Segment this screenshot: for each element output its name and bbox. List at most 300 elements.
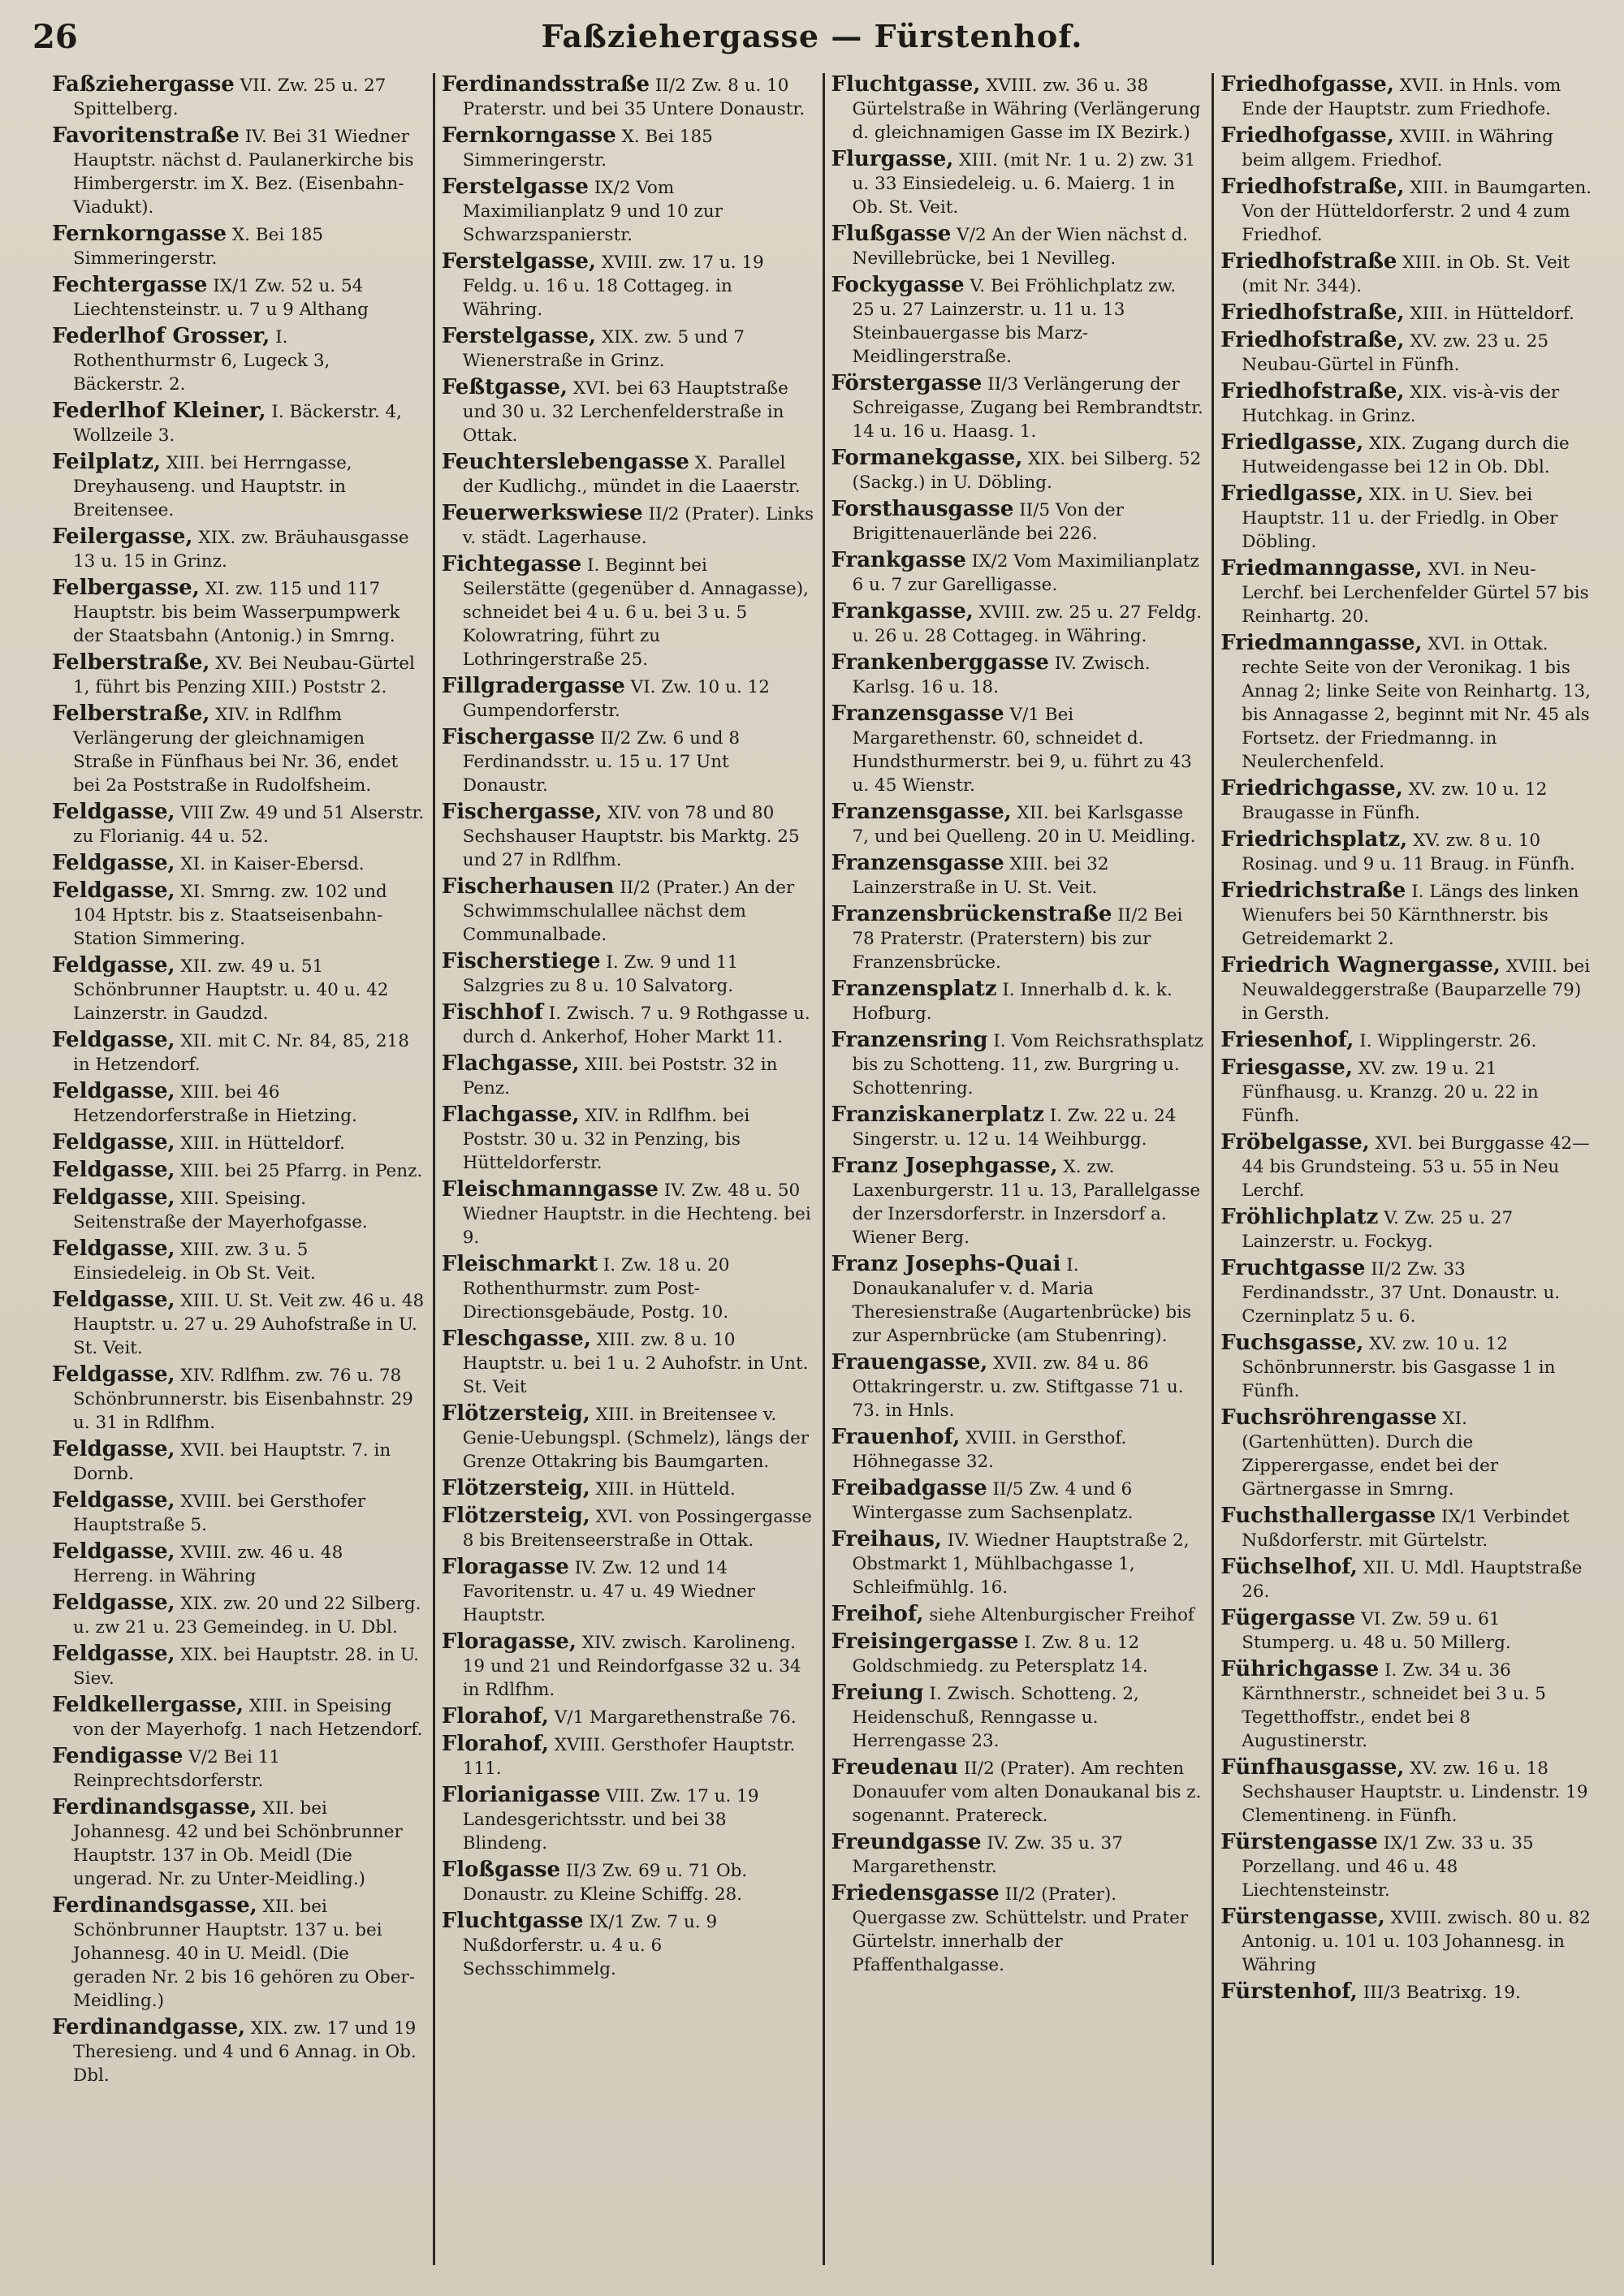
street-entry [52,1159,425,1183]
street-description: XVII. zw. 84 u. 86 Ottakringerstr. u. zw. Stiftgasse 71 u. 73. in Hnls. [852,1353,1184,1421]
street-name: Ferdinandsgasse, [52,1893,257,1918]
street-entry [831,498,1204,546]
street-name: Friedrichstraße [1220,878,1406,903]
street-description: I. Zw. 8 u. 12 Goldschmiedg. zu Petersplatz 14. [852,1633,1148,1677]
street-description: VII. Zw. 25 u. 27 Spittelberg. [73,76,387,119]
street-description: IV. Wiedner Hauptstraße 2, Obstmarkt 1, Mühlbachgasse 1, Schleifmühlg. 16. [852,1530,1190,1598]
street-entry [442,1630,814,1702]
street-entry [1220,1406,1593,1501]
street-name: Feldgasse, [52,800,175,824]
street-name: Fürstengasse, [1220,1905,1385,1929]
street-entry [442,1103,814,1175]
street-entry [442,376,814,447]
street-entry [52,1080,425,1128]
street-entry [442,1253,814,1324]
street-name: Feuchterslebengasse [441,450,689,474]
street-entry [52,222,425,270]
street-name: Favoritenstraße [52,123,240,148]
street-name: Freihaus, [831,1527,942,1552]
street-name: Ferstelgasse, [441,249,596,274]
street-entry [831,702,1204,797]
street-description: XIX. zw. 17 und 19 Theresieng. und 4 und 6 Annag. in Ob. Dbl. [73,2018,417,2086]
street-name: Ferstelgasse [441,175,589,199]
street-name: Franzensplatz [831,977,997,1001]
street-description: I. Zw. 9 und 11 Salzgries zu 8 u. 10 Salvatorg. [462,952,739,996]
street-entry [52,1237,425,1285]
street-description: XVIII. zwisch. 80 u. 82 Antonig. u. 101 u. 103 Johannesg. in Währing [1242,1908,1591,1975]
street-name: Ferdinandsstraße [441,73,650,97]
street-description: II/2 Zw. 8 u. 10 Praterstr. und bei 35 Untere Donaustr. [462,76,806,119]
street-name: Feldgasse, [52,953,175,978]
street-entry [52,954,425,1025]
street-description: I. Zw. 34 u. 36 Kärnthnerstr., schneidet bei 3 u. 5 Tegetthoffstr., endet bei 8 Augustinerstr. [1242,1660,1546,1751]
street-description: XIX. zw. 20 und 22 Silberg. u. zw 21 u. 23 Gemeindeg. in U. Dbl. [73,1594,421,1638]
street-name: Floragasse, [441,1629,577,1654]
street-entry [52,1642,425,1690]
street-name: Füchselhof, [1220,1555,1358,1579]
street-description: IV. Zw. 12 und 14 Favoritenstr. u. 47 u. 49 Wiedner Hauptstr. [462,1558,756,1625]
street-name: Fleischmanngasse [441,1177,659,1202]
street-name: Floßgasse [441,1858,561,1882]
street-description: XIX. zw. 5 und 7 Wienerstraße in Grinz. [462,327,745,371]
street-entry [442,1327,814,1399]
street-description: I. Innerhalb d. k. k. Hofburg. [852,980,1173,1024]
street-name: Fleschgasse, [441,1327,591,1351]
street-description: XI. (Gartenhütten). Durch die Zipperergasse, endet bei der Gärtnergasse in Smrng. [1242,1409,1499,1500]
street-name: Flurgasse, [831,147,954,171]
street-name: Friedrich Wagnergasse, [1220,953,1501,978]
street-entry [442,1052,814,1100]
street-entry [52,274,425,322]
street-name: Feldgasse, [52,1488,175,1513]
street-name: Fischhof [441,1000,543,1025]
street-name: Franzensbrückenstraße [831,902,1112,926]
street-description: X. zw. Laxenburgerstr. 11 u. 13, Parallelgasse der Inzersdorferstr. in Inzersdorf a. Wiener Berg. [852,1157,1201,1248]
street-name: Feldgasse, [52,1130,175,1154]
street-description: XIX. vis-à-vis der Hutchkag. in Grinz. [1242,382,1560,426]
street-description: I. Rothenthurmstr 6, Lugeck 3, Bäckerstr. 2. [73,327,330,395]
street-name: Fügergasse [1220,1606,1356,1630]
street-description: XII. bei Karlsgasse 7, und bei Quelleng. 20 in U. Meidling. [852,803,1196,847]
street-description: VI. Zw. 59 u. 61 Stumperg. u. 48 u. 50 Millerg. [1242,1609,1511,1653]
street-entry [831,801,1204,848]
street-name: Feldgasse, [52,1362,175,1387]
running-title: Faßziehergasse — Fürstenhof. [541,18,1083,54]
street-description: XIV. Rdlfhm. zw. 76 u. 78 Schönbrunnerstr. bis Eisenbahnstr. 29 u. 31 in Rdlfhm. [73,1366,413,1433]
street-entry [52,1694,425,1741]
street-description: XVIII. in Gersthof. Höhnegasse 32. [852,1428,1127,1472]
street-name: Frankenberggasse [831,650,1049,675]
street-name: Fischerhausen [441,874,615,899]
street-name: Friedhofstraße [1220,249,1397,274]
street-name: Ferdinandsgasse, [52,1795,257,1819]
street-name: Friedlgasse, [1220,430,1364,455]
column-2 [435,73,825,2265]
street-name: Feldgasse, [52,1079,175,1103]
street-description: II/3 Verlängerung der Schreigasse, Zugang bei Rembrandtstr. 14 u. 16 u. Haasg. 1. [852,374,1203,442]
street-entry [831,852,1204,900]
street-description: XIII. U. St. Veit zw. 46 u. 48 Hauptstr. u. 27 u. 29 Auhofstraße in U. St. Veit. [73,1291,425,1358]
street-name: Friedlgasse, [1220,481,1364,506]
street-entry [442,950,814,998]
street-name: Fernkorngasse [52,222,227,246]
street-entry [1220,1905,1593,1977]
street-name: Fichtegasse [441,552,582,576]
street-description: II/2 (Prater). Quergasse zw. Schüttelstr. und Prater Gürtelstr. innerhalb der Pfaffenthalgasse. [852,1884,1189,1975]
street-name: Fluchtgasse [441,1909,584,1933]
street-description: XIX. in U. Siev. bei Hauptstr. 11 u. der Friedlg. in Ober Döbling. [1242,485,1558,552]
street-entry [52,702,425,797]
street-name: Fillgradergasse [441,674,625,698]
street-description: XVI. bei 63 Hauptstraße und 30 u. 32 Lerchenfelderstraße in Ottak. [462,378,788,446]
street-name: Feldgasse, [52,1642,175,1666]
street-entry [442,1910,814,1981]
street-name: Friedrichsplatz, [1220,827,1408,852]
street-name: Florahof, [441,1732,549,1756]
street-description: I. Bäckerstr. 4, Wollzeile 3. [73,402,403,446]
street-name: Fleischmarkt [441,1252,598,1276]
street-name: Fuchsröhrengasse [1220,1405,1437,1430]
street-entry [1220,1607,1593,1655]
street-description: XIV. von 78 und 80 Sechshauser Hauptstr. bis Marktg. 25 und 27 in Rdlfhm. [462,803,800,870]
street-description: XIII. in Ob. St. Veit (mit Nr. 344). [1242,252,1570,296]
street-entry [442,1001,814,1049]
street-name: Fröbelgasse, [1220,1130,1370,1154]
street-name: Forsthausgasse [831,497,1014,521]
street-name: Ferdinandgasse, [52,2015,246,2039]
street-description: XIII. in Baumgarten. Von der Hütteldorferstr. 2 und 4 zum Friedhof. [1242,178,1592,245]
street-description: II/3 Zw. 69 u. 71 Ob. Donaustr. zu Kleine Schiffg. 28. [462,1861,748,1905]
street-entry [1220,557,1593,628]
street-name: Frankgasse, [831,599,974,624]
street-description: XIX. Zugang durch die Hutweidengasse bei 12 in Ob. Dbl. [1242,434,1570,477]
street-description: II/2 (Prater.) An der Schwimmschulallee nächst dem Communalbade. [462,878,795,945]
street-name: Fuchsthallergasse [1220,1504,1436,1528]
street-entry [52,1186,425,1234]
street-name: Flachgasse, [441,1051,580,1076]
street-entry [442,451,814,498]
street-name: Franz Josephs-Quai [831,1252,1061,1276]
street-description: II/5 Von der Brigittenauerlände bei 226. [852,500,1124,544]
street-description: X. Parallel der Kudlichg., mündet in die Laaerstr. [462,453,801,497]
street-name: Fendigasse [52,1744,184,1768]
street-name: Förstergasse [831,371,983,395]
street-name: Ferstelgasse, [441,324,596,348]
street-entry [831,1681,1204,1753]
street-description: XVII. in Hnls. vom Ende der Hauptstr. zum Friedhofe. [1242,76,1561,119]
street-entry [1220,632,1593,774]
street-entry [1220,1756,1593,1828]
street-description: XVII. bei Hauptstr. 7. in Dornb. [73,1440,391,1484]
street-name: Friesgasse, [1220,1055,1353,1080]
street-description: XVIII. zw. 17 u. 19 Feldg. u. 16 u. 18 Cottageg. in Währing. [462,252,764,320]
street-name: Floragasse [441,1555,569,1579]
street-entry [52,73,425,121]
street-description: I. Zw. 22 u. 24 Singerstr. u. 12 u. 14 Weihburgg. [852,1106,1177,1150]
street-entry [1220,1257,1593,1328]
street-description: V/1 Margarethenstraße 76. [548,1707,797,1728]
street-name: Franzensgasse, [831,800,1012,824]
street-description: XVI. in Neu-Lerchf. bei Lerchenfelder Gürtel 57 bis Reinhartg. 20. [1242,559,1589,627]
street-entry [831,903,1204,974]
street-name: Feuerwerkswiese [441,501,643,525]
street-description: XIII. (mit Nr. 1 u. 2) zw. 31 u. 33 Einsiedeleig. u. 6. Maierg. 1 in Ob. St. Veit. [852,150,1196,218]
street-description: IX/2 Vom Maximilianplatz 6 u. 7 zur Garelligasse. [852,551,1199,595]
street-description: XIII. in Hütteld. [590,1479,736,1500]
street-description: I. Donaukanalufer v. d. Maria Theresienstraße (Augartenbrücke) bis zur Aspernbrücke (am Stubenring). [852,1255,1191,1346]
street-description: XV. zw. 19 u. 21 Fünfhausg. u. Kranzg. 20 u. 22 in Fünfh. [1242,1059,1539,1126]
street-description: XIII. in Hütteldorf. [1404,304,1574,324]
street-name: Feldgasse, [52,1185,175,1210]
street-name: Fockygasse [831,273,965,297]
street-description: XIII. Speising. Seitenstraße der Mayerhofgasse. [73,1189,368,1232]
street-description: V/1 Bei Margarethenstr. 60, schneidet d. Hundsthurmerstr. bei 9, u. führt zu 43 u. 45 Wienstr. [852,705,1192,796]
street-description: I. Beginnt bei Seilerstätte (gegenüber d. Annagasse), schneidet bei 4 u. 6 u. bei 3 u. 5 Kolowratring, führt zu Lothringerstraße 25. [462,555,810,670]
street-entry [52,1796,425,1891]
street-name: Franzensring [831,1028,988,1052]
street-entry [1220,73,1593,121]
street-description: XVI. in Ottak. rechte Seite von der Veronikag. 1 bis Annag 2; linke Seite von Reinhartg. 13, bis Annagasse 2, beginnt mit Nr. 45 als Fortsetz. der Friedmanng. in Neulerchenfeld. [1242,634,1591,772]
street-name: Feilergasse, [52,524,193,549]
street-name: Freiung [831,1681,924,1705]
street-entry [831,1603,1204,1627]
street-name: Friedmanngasse, [1220,556,1423,580]
street-description: X. Bei 185 Simmeringerstr. [73,225,324,269]
street-description: XIV. zwisch. Karolineng. 19 und 21 und Reindorfgasse 32 u. 34 in Rdlfhm. [462,1633,801,1700]
street-name: Freundgasse [831,1830,982,1854]
street-entry [52,879,425,951]
street-description: XVIII. zw. 46 u. 48 Herreng. in Währing [73,1543,343,1586]
street-description: II/2 Zw. 6 und 8 Ferdinandsstr. u. 15 u. 17 Unt Donaustr. [462,728,741,796]
street-name: Frauengasse, [831,1350,988,1375]
street-name: Florahof, [441,1704,549,1728]
street-description: III/3 Beatrixg. 19. [1357,1983,1521,2003]
street-description: XII. U. Mdl. Hauptstraße 26. [1242,1558,1583,1602]
street-entry [1220,124,1593,172]
street-description: XII. bei Schönbrunner Hauptstr. 137 u. bei Johannesg. 40 in U. Meidl. (Die geraden Nr. 2 bis 16 gehören zu Ober-Meidling.) [73,1897,415,2011]
street-description: XIII. bei 32 Lainzerstraße in U. St. Veit. [852,854,1109,898]
street-entry [831,1477,1204,1525]
street-entry [442,1178,814,1249]
street-name: Freihof, [831,1602,924,1626]
street-description: XIX. bei Hauptstr. 28. in U. Siev. [73,1645,419,1689]
street-name: Franzensgasse [831,701,1004,726]
column-4 [1214,73,1601,2265]
street-entry [831,1882,1204,1977]
street-entry [442,1784,814,1855]
street-description: XIV. in Rdlfhm. bei Poststr. 30 u. 32 in Penzing, bis Hütteldorferstr. [462,1106,750,1173]
street-entry [52,2016,425,2087]
street-entry [831,1103,1204,1151]
street-description: XIII. in Breitensee v. Genie-Uebungspl. (Schmelz), längs der Grenze Ottakring bis Baumgarten. [462,1405,810,1472]
street-entry [52,1540,425,1588]
street-description: IV. Zwisch. Karlsg. 16 u. 18. [852,654,1151,697]
street-entry [831,274,1204,369]
street-description: IX/1 Zw. 52 u. 54 Liechtensteinstr. u. 7 u 9 Althang [73,276,369,320]
street-entry [1220,1131,1593,1202]
street-entry [1220,482,1593,554]
street-description: XIII. zw. 8 u. 10 Hauptstr. u. bei 1 u. 2 Auhofstr. in Unt. St. Veit [462,1330,809,1397]
street-name: Feldgasse, [52,1288,175,1312]
street-name: Fluchtgasse, [831,73,981,97]
street-entry [442,1705,814,1729]
street-description: II/2 Zw. 33 Ferdinandsstr., 37 Unt. Donaustr. u. Czerninplatz 5 u. 6. [1242,1259,1561,1327]
street-description: IX/1 Zw. 33 u. 35 Porzellang. und 46 u. 48 Liechtensteinstr. [1242,1833,1534,1901]
street-description: I. Wipplingerstr. 26. [1354,1031,1537,1051]
street-description: XI. zw. 115 und 117 Hauptstr. bis beim Wasserpumpwerk der Staatsbahn (Antonig.) in Smrng. [73,579,400,646]
street-description: XII. bei Johannesg. 42 und bei Schönbrunner Hauptstr. 137 in Ob. Meidl (Die ungerad. Nr. zu Unter-Meidling.) [73,1798,403,1889]
street-entry [831,148,1204,219]
street-description: XVI. von Possingergasse 8 bis Breitenseerstraße in Ottak. [462,1507,812,1551]
street-name: Friedhofgasse, [1220,123,1394,148]
street-description: XVI. bei Burggasse 42—44 bis Grundsteing. 53 u. 55 in Neu Lerchf. [1242,1133,1590,1201]
street-entry [831,651,1204,699]
street-entry [442,1556,814,1627]
street-description: XV. zw. 10 u. 12 Braugasse in Fünfh. [1242,779,1548,823]
street-description: XV. zw. 8 u. 10 Rosinag. und 9 u. 11 Braug. in Fünfh. [1242,831,1575,874]
street-name: Feldgasse, [52,1028,175,1052]
street-description: XVIII. bei Gersthofer Hauptstraße 5. [73,1491,366,1535]
street-description: IX/1 Zw. 7 u. 9 Nußdorferstr. u. 4 u. 6 Sechsschimmelg. [462,1912,718,1979]
street-description: IV. Bei 31 Wiedner Hauptstr. nächst d. Paulanerkirche bis Himbergerstr. im X. Bez. (Eisenbahn-Viadukt). [73,127,414,218]
street-entry [1220,954,1593,1025]
street-name: Formanekgasse, [831,446,1023,470]
street-entry [831,1029,1204,1100]
street-entry [52,852,425,876]
street-entry [52,451,425,522]
street-entry [442,124,814,172]
street-name: Feßtgasse, [441,375,568,399]
street-entry [1220,1980,1593,2005]
street-entry [831,447,1204,494]
street-description: XIII. zw. 3 u. 5 Einsiedeleig. in Ob St. Veit. [73,1240,316,1284]
street-description: IV. Zw. 48 u. 50 Wiedner Hauptstr. in die Hechteng. bei 9. [462,1180,811,1248]
street-description: XII. mit C. Nr. 84, 85, 218 in Hetzendorf. [73,1031,409,1075]
street-entry [52,1894,425,2013]
street-name: Felbergasse, [52,576,200,600]
street-name: Florianigasse [441,1783,601,1807]
street-entry [831,1528,1204,1599]
street-name: Fernkorngasse [441,123,616,148]
street-description: I. Zw. 18 u. 20 Rothenthurmstr. zum Post-Directionsgebäude, Postg. 10. [462,1255,730,1323]
street-entry [1220,1206,1593,1254]
street-name: Freudenau [831,1755,959,1780]
street-entry [1220,1831,1593,1902]
street-description: VI. Zw. 10 u. 12 Gumpendorferstr. [462,677,770,721]
street-entry [1220,329,1593,377]
street-entry [1220,1658,1593,1753]
street-entry [52,1438,425,1486]
street-entry [1220,301,1593,326]
street-description: II/2 (Prater). Links v. städt. Lagerhause. [462,504,814,548]
page-header [32,18,1592,58]
street-entry [1220,828,1593,876]
street-entry [52,576,425,648]
street-name: Felberstraße, [52,650,210,675]
street-entry [831,1253,1204,1348]
street-description: siehe Altenburgischer Freihof [923,1605,1194,1625]
street-description: I. Längs des linken Wienufers bei 50 Kärnthnerstr. bis Getreidemarkt 2. [1242,882,1579,949]
street-description: XV. Bei Neubau-Gürtel 1, führt bis Penzing XIII.) Poststr 2. [73,654,415,697]
street-entry [52,651,425,699]
street-description: XIII. bei Poststr. 32 in Penz. [462,1055,778,1098]
street-entry [52,1288,425,1360]
street-name: Federlhof Grosser, [52,324,270,348]
street-description: VIII Zw. 49 und 51 Alserstr. zu Florianig. 44 u. 52. [73,803,425,847]
street-name: Freibadgasse [831,1476,987,1500]
street-entry [831,549,1204,597]
street-description: XVIII. in Währing beim allgem. Friedhof. [1242,127,1553,170]
street-entry [831,372,1204,443]
street-entry [442,325,814,373]
street-name: Felberstraße, [52,701,210,726]
street-description: XIV. in Rdlfhm Verlängerung der gleichnamigen Straße in Fünfhaus bei Nr. 36, endet bei 2a Poststraße in Rudolfsheim. [73,705,399,796]
street-description: I. Zwisch. 7 u. 9 Rothgasse u. durch d. Ankerhof, Hoher Markt 11. [462,1003,810,1047]
street-description: X. Bei 185 Simmeringerstr. [462,127,713,170]
street-name: Frauenhof, [831,1425,961,1449]
street-name: Frankgasse [831,548,966,572]
street-description: IV. Zw. 35 u. 37 Margarethenstr. [852,1833,1123,1877]
street-description: I. Vom Reichsrathsplatz bis zu Schotteng. 11, zw. Burgring u. Schottenring. [852,1031,1203,1098]
street-entry [1220,431,1593,479]
street-description: XII. zw. 49 u. 51 Schönbrunner Hauptstr. u. 40 u. 42 Lainzerstr. in Gaudzd. [73,956,389,1024]
street-name: Fuchsgasse, [1220,1331,1364,1355]
street-entry [1220,1331,1593,1403]
street-description: II/2 (Prater). Am rechten Donauufer vom alten Donaukanal bis z. sogenannt. Pratereck. [852,1759,1202,1826]
column-1 [45,73,435,2265]
street-name: Friedhofstraße, [1220,328,1405,352]
street-entry [831,600,1204,648]
street-name: Feldgasse, [52,1437,175,1461]
street-description: XVIII. zw. 36 u. 38 Gürtelstraße in Währing (Verlängerung d. gleichnamigen Gasse im IX Bezirk.) [852,76,1201,143]
street-entry [831,1426,1204,1474]
street-name: Fischergasse [441,725,595,749]
street-entry [52,801,425,848]
street-description: IX/1 Verbindet Nußdorferstr. mit Gürtelstr. [1242,1507,1570,1551]
street-name: Feldgasse, [52,1590,175,1615]
street-entry [52,1591,425,1639]
street-name: Führichgasse [1220,1657,1380,1681]
street-entry [831,1756,1204,1828]
street-entry [831,1630,1204,1678]
street-description: XI. in Kaiser-Ebersd. [175,854,365,874]
street-description: XIII. in Hütteldorf. [175,1133,345,1154]
street-name: Franz Josephgasse, [831,1154,1058,1178]
street-name: Feldgasse, [52,1158,175,1182]
street-entry [52,1029,425,1077]
street-name: Feldgasse, [52,1539,175,1564]
street-name: Friedhofstraße, [1220,379,1405,404]
street-name: Flötzersteig, [441,1401,590,1426]
street-name: Feldgasse, [52,878,175,903]
street-name: Friedhofstraße, [1220,300,1405,325]
street-entry [442,801,814,872]
street-description: XV. zw. 16 u. 18 Sechshauser Hauptstr. u. Lindenstr. 19 Clementineng. in Fünfh. [1242,1759,1588,1826]
street-description: XIII. in Speising von der Mayerhofg. 1 nach Hetzendorf. [73,1696,423,1740]
street-entry [442,726,814,797]
street-description: XIX. zw. Bräuhausgasse 13 u. 15 in Grinz. [73,528,409,572]
street-name: Flachgasse, [441,1103,580,1127]
street-name: Feldgasse, [52,1236,175,1261]
street-entry [52,124,425,219]
street-entry [442,1402,814,1474]
street-description: XIII. bei Herrngasse, Dreyhauseng. und Hauptstr. in Breitensee. [73,453,352,520]
street-name: Federlhof Kleiner, [52,399,266,423]
street-entry [831,1831,1204,1879]
street-name: Feldkellergasse, [52,1693,244,1717]
street-entry [1220,250,1593,298]
street-entry [1220,175,1593,247]
